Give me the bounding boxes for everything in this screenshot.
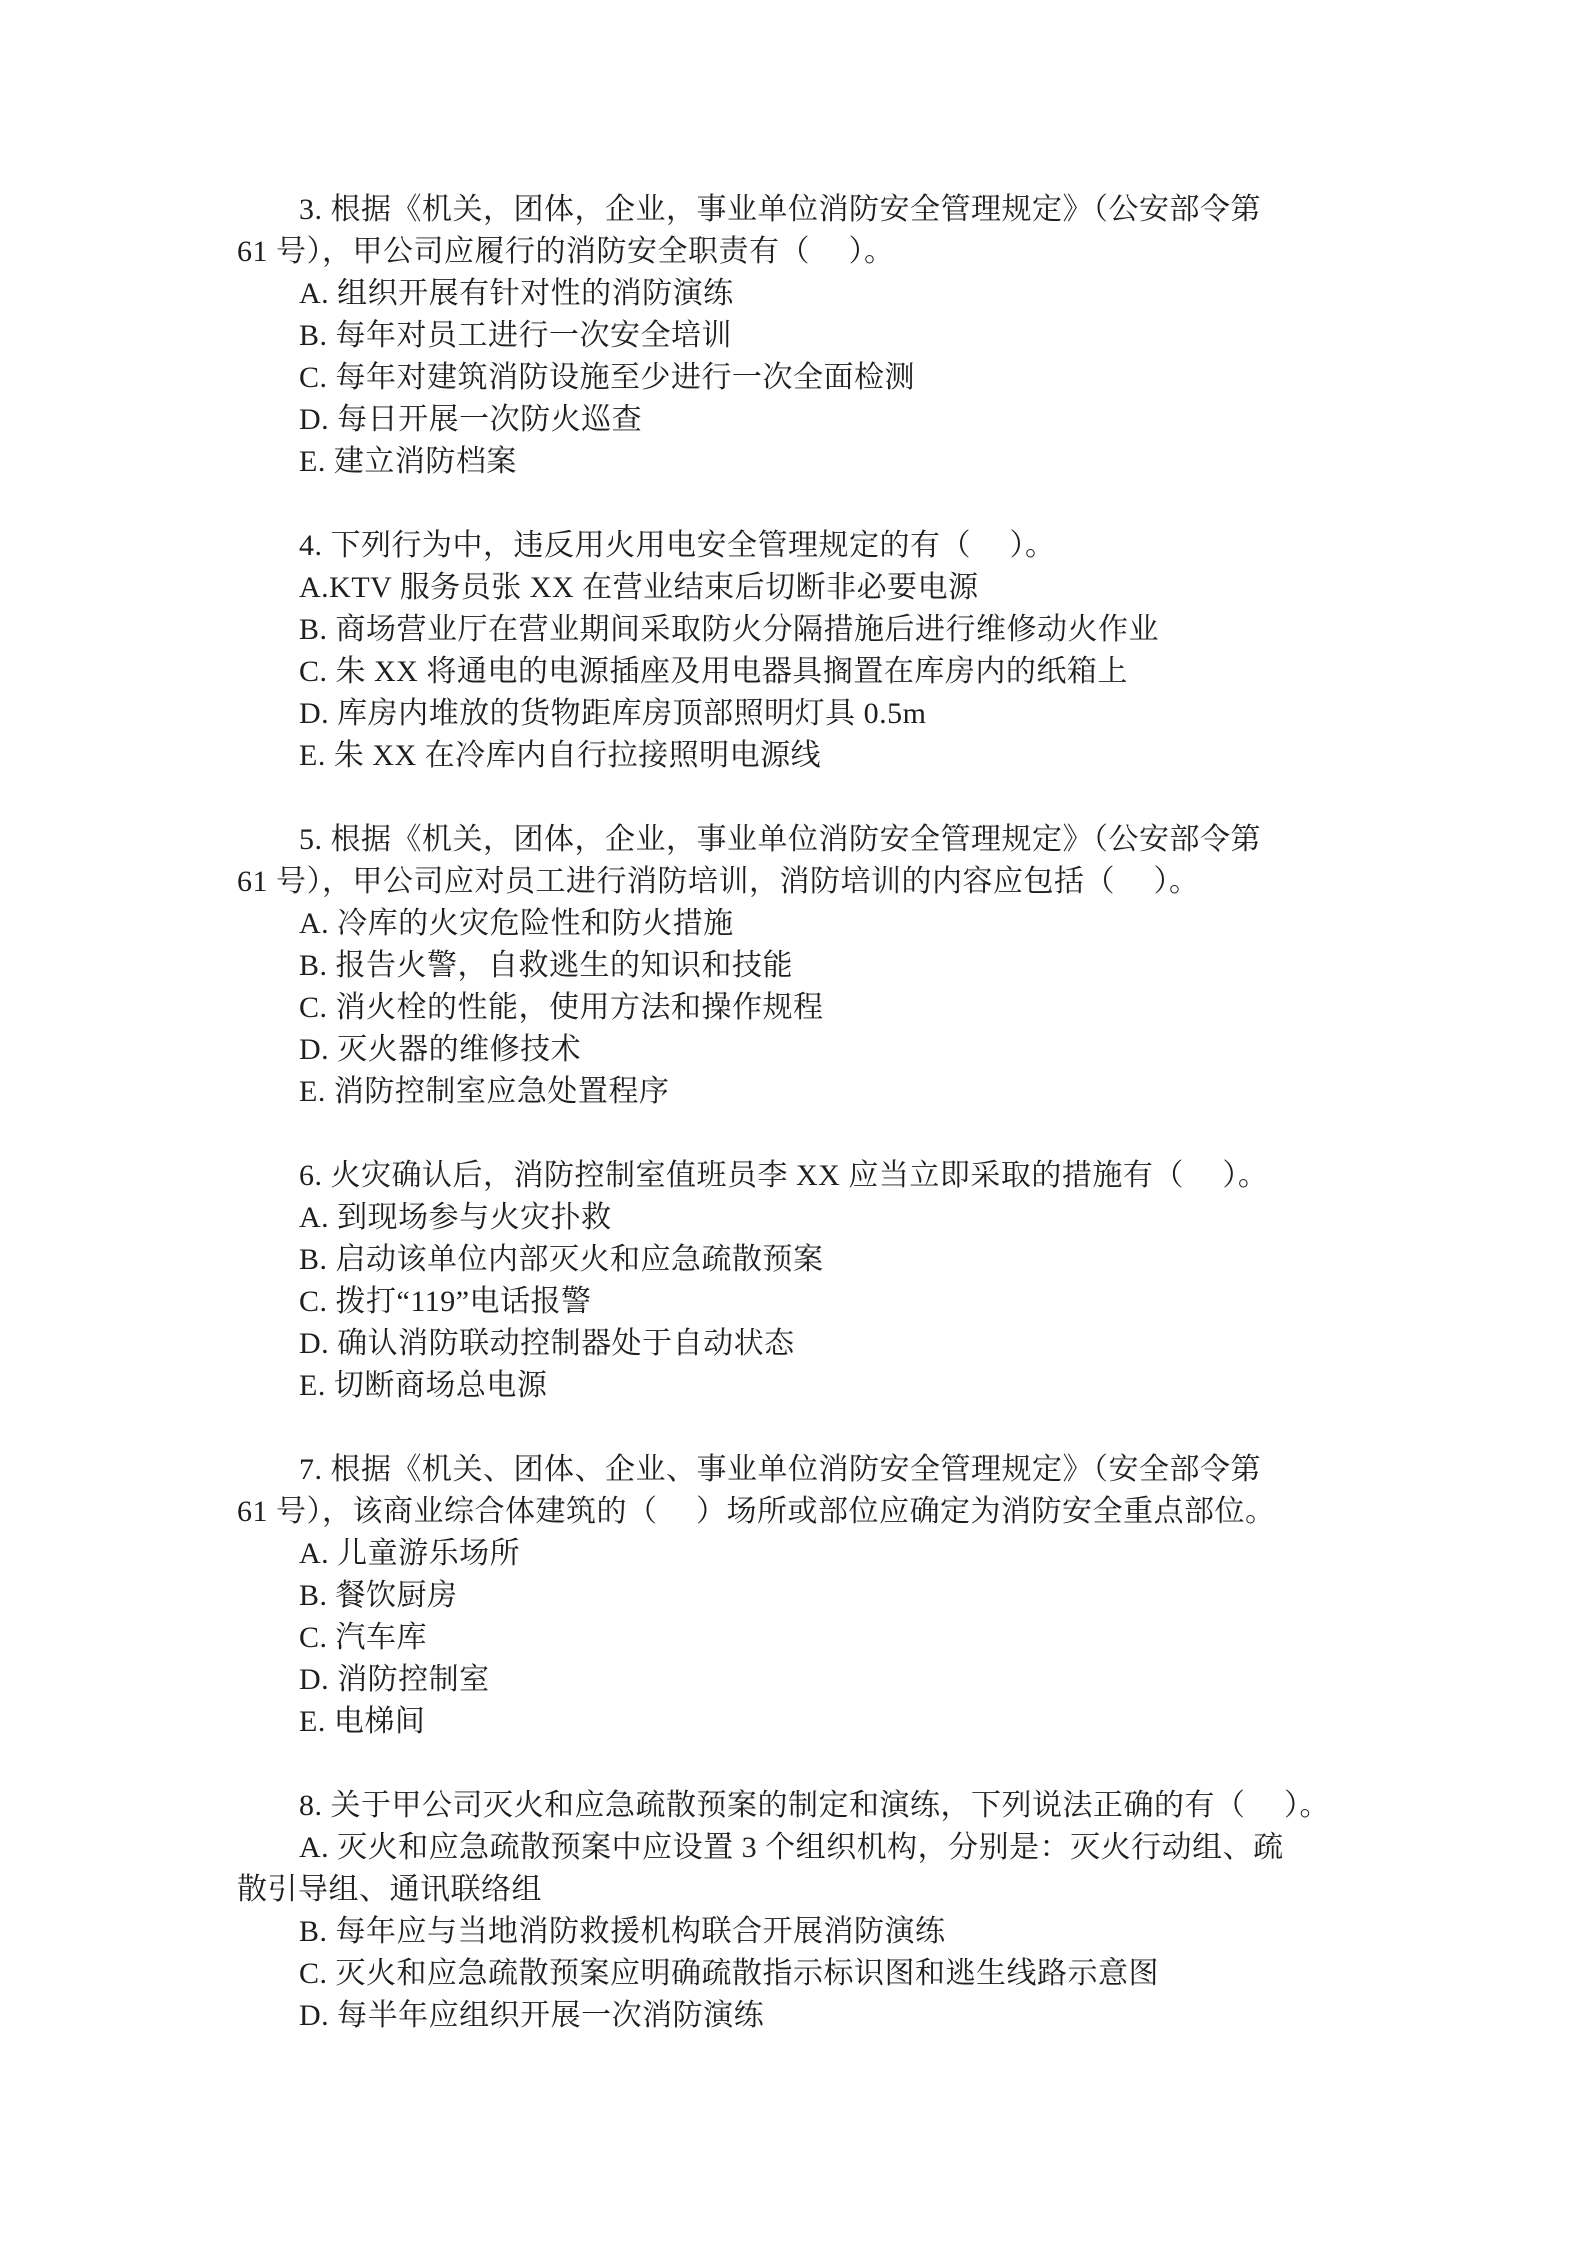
option-line-c: C. 消火栓的性能，使用方法和操作规程	[299, 991, 824, 1024]
option-line-c: C. 朱 XX 将通电的电源插座及用电器具搁置在库房内的纸箱上	[299, 655, 1128, 688]
option-line-e: E. 朱 XX 在冷库内自行拉接照明电源线	[299, 739, 822, 772]
option-line-c: C. 每年对建筑消防设施至少进行一次全面检测	[299, 361, 916, 394]
question-line: 4. 下列行为中，违反用火用电安全管理规定的有（ ）。	[299, 529, 1056, 562]
option-line-b: B. 报告火警，自救逃生的知识和技能	[299, 949, 794, 982]
option-line-c: C. 拨打“119”电话报警	[299, 1285, 592, 1318]
option-line-e: E. 电梯间	[299, 1705, 426, 1738]
question-block-6	[237, 1155, 1359, 1407]
option-line-b: B. 启动该单位内部灭火和应急疏散预案	[299, 1243, 824, 1276]
question-block-8	[237, 1785, 1359, 2037]
question-block-7	[237, 1449, 1359, 1743]
option-line-c: C. 灭火和应急疏散预案应明确疏散指示标识图和逃生线路示意图	[299, 1957, 1160, 1990]
question-continuation-line: 61 号），甲公司应对员工进行消防培训，消防培训的内容应包括（ ）。	[237, 865, 1200, 898]
option-line-e: E. 建立消防档案	[299, 445, 517, 478]
option-line-d: D. 确认消防联动控制器处于自动状态	[299, 1327, 795, 1360]
option-line-c: C. 汽车库	[299, 1621, 428, 1654]
question-block-3	[237, 189, 1359, 483]
option-line-a: A. 灭火和应急疏散预案中应设置 3 个组织机构，分别是：灭火行动组、疏	[299, 1831, 1284, 1864]
option-line-e: E. 消防控制室应急处置程序	[299, 1075, 670, 1108]
question-continuation-line: 61 号），甲公司应履行的消防安全职责有（ ）。	[237, 235, 895, 268]
option-line-a: A. 到现场参与火灾扑救	[299, 1201, 612, 1234]
question-line: 6. 火灾确认后，消防控制室值班员李 XX 应当立即采取的措施有（ ）。	[299, 1159, 1269, 1192]
question-block-4	[237, 525, 1359, 777]
question-continuation-line: 61 号），该商业综合体建筑的（ ）场所或部位应确定为消防安全重点部位。	[237, 1495, 1276, 1528]
option-line-a: A. 儿童游乐场所	[299, 1537, 521, 1570]
option-line-b: B. 每年对员工进行一次安全培训	[299, 319, 733, 352]
option-line-d: D. 库房内堆放的货物距库房顶部照明灯具 0.5m	[299, 697, 927, 730]
option-line-a: A. 组织开展有针对性的消防演练	[299, 277, 734, 310]
question-line: 5. 根据《机关，团体，企业，事业单位消防安全管理规定》（公安部令第	[299, 823, 1261, 856]
option-line-d: D. 每日开展一次防火巡查	[299, 403, 643, 436]
option-line-b: B. 餐饮厨房	[299, 1579, 458, 1612]
option-continuation-line: 散引导组、通讯联络组	[237, 1873, 542, 1906]
option-line-e: E. 切断商场总电源	[299, 1369, 548, 1402]
option-line-d: D. 每半年应组织开展一次消防演练	[299, 1999, 765, 2032]
question-line: 3. 根据《机关，团体，企业，事业单位消防安全管理规定》（公安部令第	[299, 193, 1261, 226]
question-block-5	[237, 819, 1359, 1113]
option-line-d: D. 消防控制室	[299, 1663, 490, 1696]
option-line-a: A. 冷库的火灾危险性和防火措施	[299, 907, 734, 940]
option-line-a: A.KTV 服务员张 XX 在营业结束后切断非必要电源	[299, 571, 979, 604]
question-line: 7. 根据《机关、团体、企业、事业单位消防安全管理规定》（安全部令第	[299, 1453, 1261, 1486]
option-line-d: D. 灭火器的维修技术	[299, 1033, 582, 1066]
option-line-b: B. 每年应与当地消防救援机构联合开展消防演练	[299, 1915, 946, 1948]
option-line-b: B. 商场营业厅在营业期间采取防火分隔措施后进行维修动火作业	[299, 613, 1160, 646]
question-line: 8. 关于甲公司灭火和应急疏散预案的制定和演练，下列说法正确的有（ ）。	[299, 1789, 1330, 1822]
